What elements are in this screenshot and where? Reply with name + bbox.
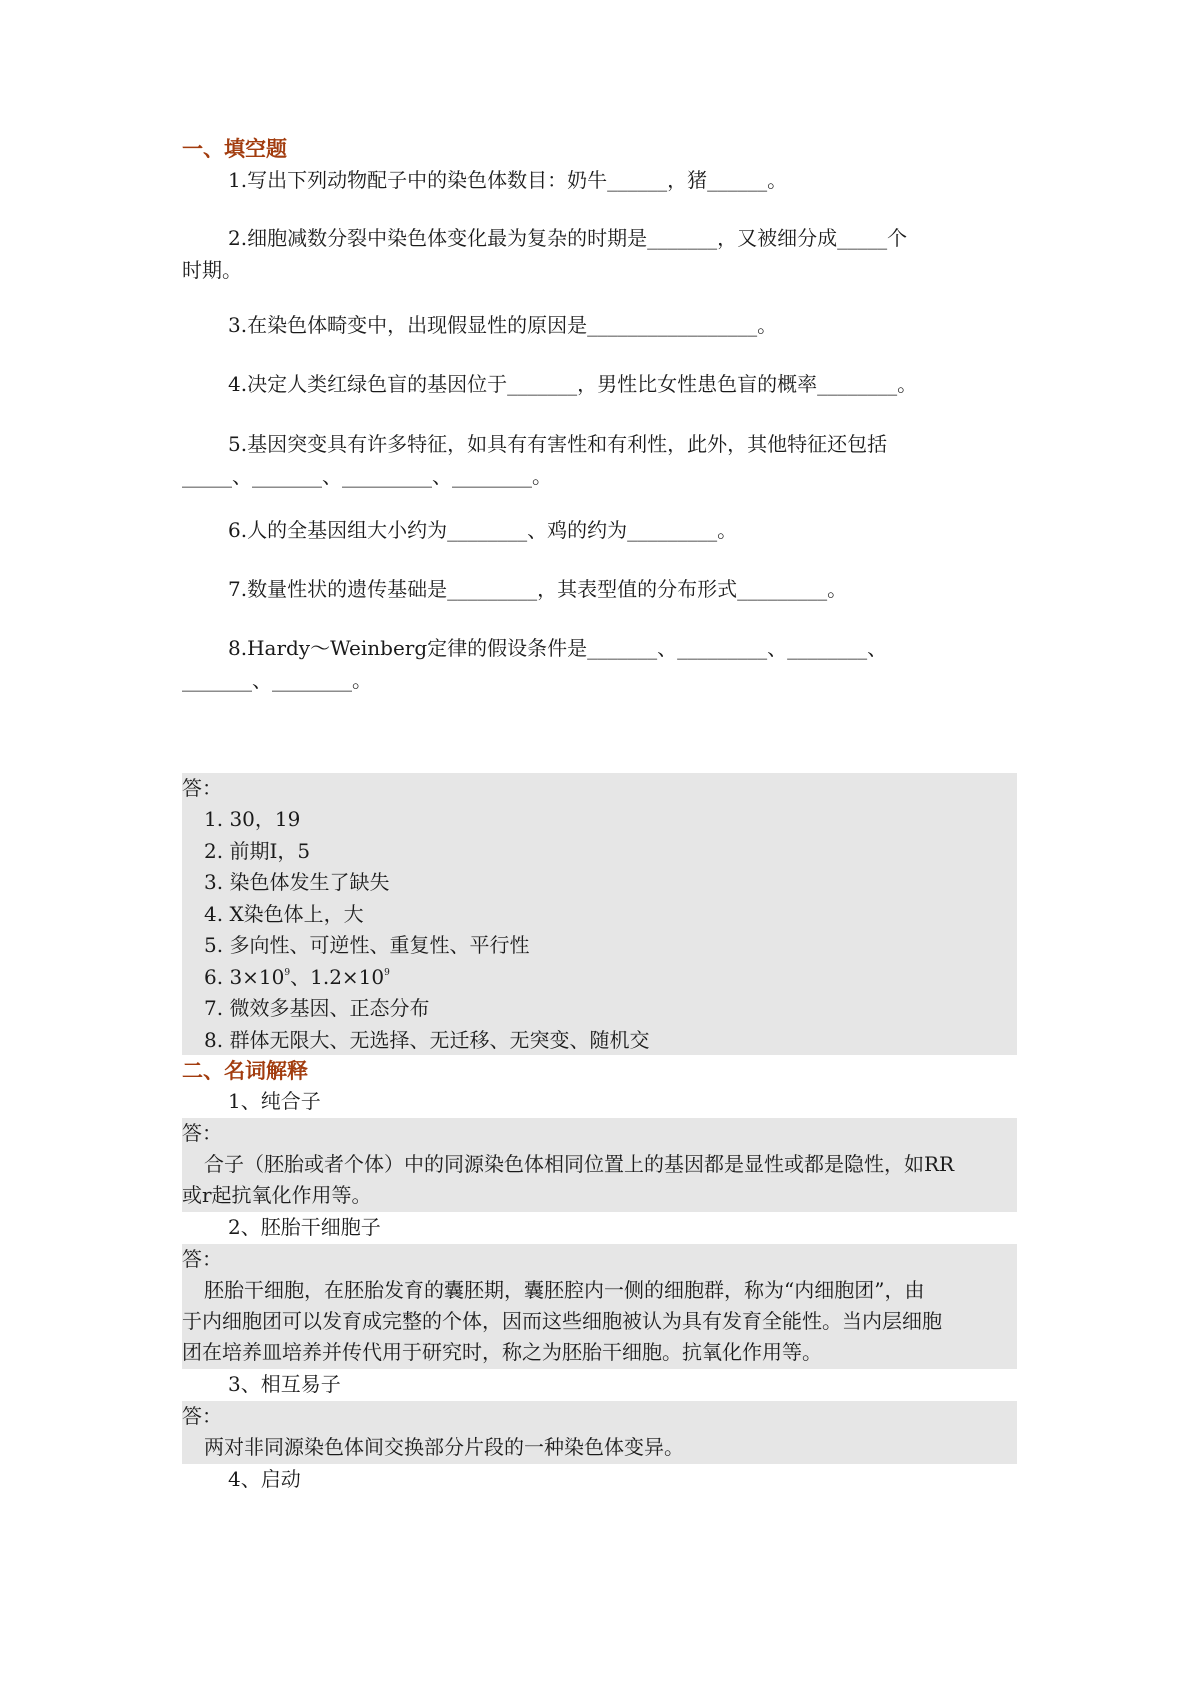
answer-box-term-2	[182, 1244, 1017, 1369]
question-line: 1.写出下列动物配子中的染色体数目：奶牛______，猪______。	[228, 168, 788, 192]
question-8	[182, 632, 1017, 696]
question-2	[182, 222, 1017, 286]
question-line: 4.决定人类红绿色盲的基因位于_______，男性比女性患色盲的概率________。	[228, 372, 918, 396]
answer-line: 于内细胞团可以发育成完整的个体，因而这些细胞被认为具有发育全能性。当内层细胞	[182, 1309, 942, 1333]
term-4: 4、启动	[228, 1467, 301, 1491]
answer-text	[182, 1432, 1017, 1463]
answer-label: 答：	[182, 776, 222, 800]
question-6	[182, 514, 1017, 546]
question-line: 7.数量性状的遗传基础是_________，其表型值的分布形式_________。	[228, 577, 848, 601]
answer-label: 答：	[182, 1121, 222, 1145]
answer-label: 答：	[182, 1404, 222, 1428]
question-7	[182, 573, 1017, 605]
answer-line: 胚胎干细胞，在胚胎发育的囊胚期，囊胚腔内一侧的细胞群，称为“内细胞团”，由	[204, 1278, 925, 1302]
answer-6-exp-b: 9	[384, 967, 390, 978]
question-line: 2.细胞减数分裂中染色体变化最为复杂的时期是_______，又被细分成_____个	[228, 226, 908, 250]
answer-item: 4. X染色体上，大	[204, 901, 364, 926]
answer-box-term-1	[182, 1118, 1017, 1212]
question-1	[182, 164, 1017, 196]
question-line: _____、_______、_________、________。	[182, 464, 552, 488]
answer-item: 8. 群体无限大、无选择、无迁移、无突变、随机交	[204, 1027, 650, 1052]
term-1: 1、纯合子	[228, 1089, 321, 1113]
answer-6-exp-a: 9	[284, 967, 291, 978]
question-line: _______、________。	[182, 668, 372, 692]
answer-item-6	[182, 962, 1017, 994]
term-3: 3、相互易子	[228, 1372, 341, 1396]
section2-heading: 二、名词解释	[182, 1059, 308, 1083]
answer-line: 团在培养皿培养并传代用于研究时，称之为胚胎干细胞。抗氧化作用等。	[182, 1340, 822, 1364]
answer-text	[182, 1149, 1017, 1211]
answer-item: 7. 微效多基因、正态分布	[204, 996, 430, 1020]
question-line: 8.Hardy～Weinberg定律的假设条件是_______、_________、________、	[228, 636, 888, 660]
answer-list	[182, 804, 1017, 1056]
question-line: 3.在染色体畸变中，出现假显性的原因是_________________。	[228, 313, 778, 337]
question-line: 6.人的全基因组大小约为________、鸡的约为_________。	[228, 518, 738, 542]
answer-item: 5. 多向性、可逆性、重复性、平行性	[204, 933, 530, 957]
answer-label: 答：	[182, 1247, 222, 1271]
question-line: 时期。	[182, 258, 242, 282]
answer-line: 或r起抗氧化作用等。	[182, 1183, 372, 1207]
question-5	[182, 428, 1017, 492]
answer-line: 两对非同源染色体间交换部分片段的一种染色体变异。	[204, 1435, 684, 1459]
answer-6-part-a: 6. 3×10	[204, 964, 285, 989]
question-3	[182, 309, 1017, 341]
answer-item: 3. 染色体发生了缺失	[204, 870, 390, 894]
term-2: 2、胚胎干细胞子	[228, 1215, 381, 1239]
answer-6-part-b: 、1.2×10	[290, 964, 385, 989]
answer-box-section1	[182, 773, 1017, 1055]
answer-item: 2. 前期Ⅰ，5	[204, 838, 311, 863]
section1-heading: 一、填空题	[182, 137, 287, 161]
question-line: 5.基因突变具有许多特征，如具有有害性和有利性，此外，其他特征还包括	[228, 432, 888, 456]
answer-item: 1. 30，19	[204, 807, 301, 831]
answer-box-term-3	[182, 1401, 1017, 1464]
answer-text	[182, 1275, 1017, 1368]
answer-line: 合子（胚胎或者个体）中的同源染色体相同位置上的基因都是显性或都是隐性，如RR	[204, 1152, 955, 1176]
question-4	[182, 368, 1017, 400]
